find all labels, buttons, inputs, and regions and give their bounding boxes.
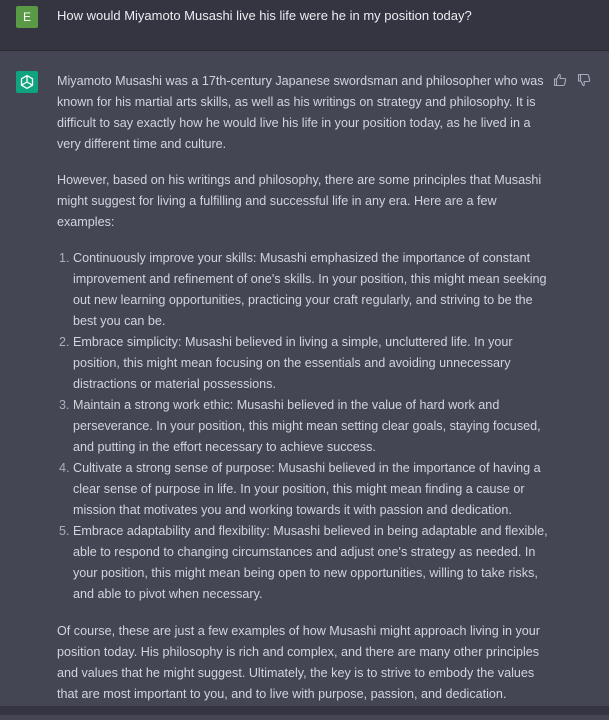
thumbs-down-icon[interactable] xyxy=(577,73,591,92)
lead-in-paragraph: However, based on his writings and philosophy, there are some principles that Musashi might suggest for living a fulfilling and successful life in any era. Here are a few examples: xyxy=(57,173,542,229)
list-item: 2. Embrace simplicity: Musashi believed in living a simple, uncluttered life. In your position, this might mean focusing on the essentials and avoiding unnecessary distractions or material possessions. xyxy=(73,332,549,395)
conclusion-paragraph: Of course, these are just a few examples of how Musashi might approach living in your position today. His philosophy is rich and complex, and there are many other principles and values that he might suggest. Ultimately, the key is to strive to embody the values that are most important to you, and to live with purpose, passion, and dedication. xyxy=(57,624,540,701)
user-message-row xyxy=(0,0,609,51)
principles-list xyxy=(57,248,549,605)
list-item: 5. Embrace adaptability and flexibility: Musashi believed in being adaptable and flexible, able to respond to changing circumstances and adjust one's strategy as needed. In your position, this might mean being open to new opportunities, willing to take risks, and able to pivot when necessary. xyxy=(73,521,549,605)
list-item: 4. Cultivate a strong sense of purpose: Musashi believed in the importance of having a clear sense of purpose in life. In your position, this might mean finding a cause or mission that motivates you and working towards it with passion and dedication. xyxy=(73,458,549,521)
openai-logo-icon xyxy=(19,74,35,90)
assistant-message-row xyxy=(0,51,609,706)
assistant-avatar xyxy=(16,71,38,93)
intro-paragraph: Miyamoto Musashi was a 17th-century Japanese swordsman and philosopher who was known for his martial arts skills, as well as his writings on strategy and philosophy. It is difficult to say exactly how he would live his life in your position today, as he lived in a very different time and culture. xyxy=(57,74,544,151)
user-avatar: E xyxy=(16,6,38,28)
bottom-divider xyxy=(0,706,609,715)
list-item: 1. Continuously improve your skills: Musashi emphasized the importance of constant improvement and refinement of one's skills. In your position, this might mean seeking out new learning opportunities, practicing your craft regularly, and striving to be the best you can be. xyxy=(73,248,549,332)
thumbs-up-icon[interactable] xyxy=(553,73,567,92)
assistant-message-content xyxy=(57,71,549,720)
feedback-controls xyxy=(547,73,591,92)
user-message-text: How would Miyamoto Musashi live his life were he in my position today? xyxy=(57,8,472,23)
list-item: 3. Maintain a strong work ethic: Musashi believed in the value of hard work and perseverance. In your position, this might mean setting clear goals, staying focused, and putting in the effort necessary to achieve success. xyxy=(73,395,549,458)
